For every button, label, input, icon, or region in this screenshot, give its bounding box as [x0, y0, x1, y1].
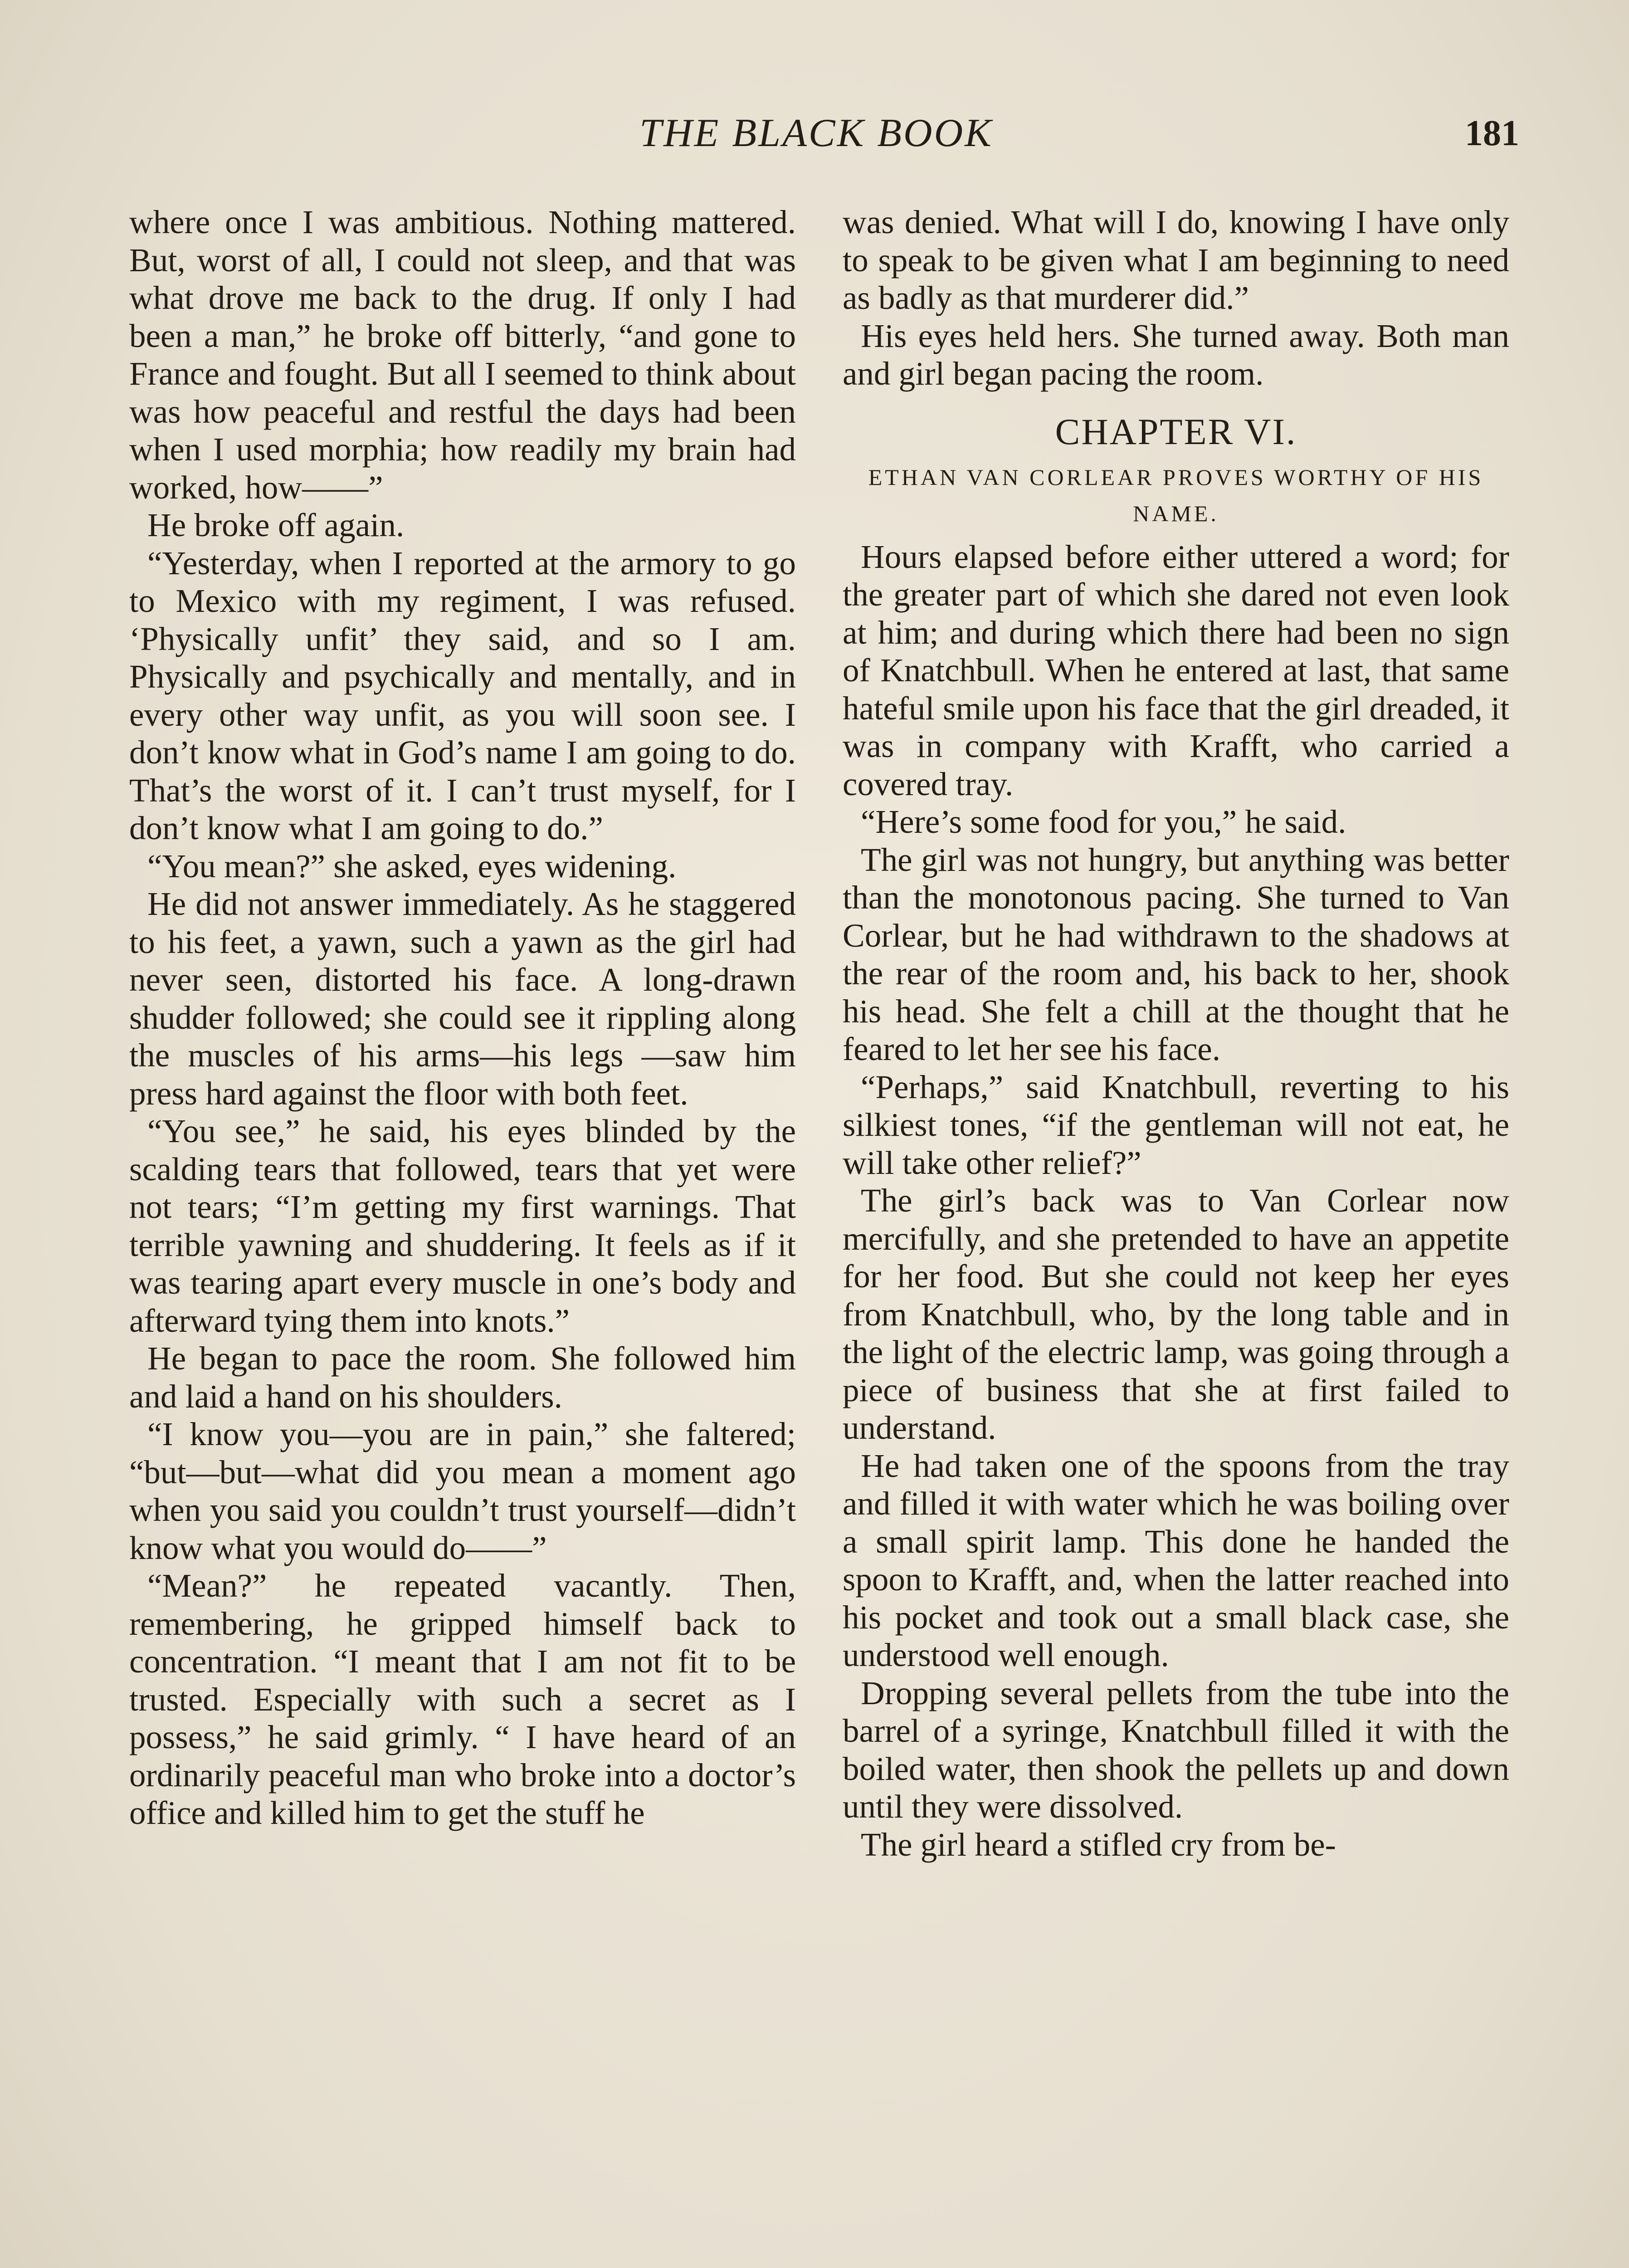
paragraph: Hours elapsed before either uttered a word; for the greater part of which she dared not even look at him; and during which there had been no sign of Knatchbull. When he entered at last, that same hateful smile upon his face that the girl dreaded, it was in company with Krafft, who carried a covered tray. [843, 538, 1509, 802]
paragraph: The girl’s back was to Van Corlear now mercifully, and she pretended to have an appetite for her food. But she could not keep her eyes from Knatchbull, who, by the long table and in the light of the electric lamp, was going through a piece of business that she at first failed to understand. [843, 1182, 1509, 1446]
paragraph: “Yesterday, when I reported at the armory to go to Mexico with my regiment, I was refused. ‘Physically unfit’ they said, and so I am. Physically and psychically and mentally, and in every other way unfit, as you will soon see. I don’t know what in God’s name I am going to do. That’s the worst of it. I can’t trust myself, for I don’t know what I am going to do.” [129, 544, 796, 846]
running-title: THE BLACK BOOK [639, 111, 993, 155]
paragraph: was denied. What will I do, knowing I have only to speak to be given what I am beginning to need as badly as that murderer did.” [843, 204, 1509, 316]
paragraph: where once I was ambitious. Nothing mattered. But, worst of all, I could not sleep, and that was what drove me back to the drug. If only I had been a man,” he broke off bitterly, “and gone to France and fought. But all I seemed to think about was how peaceful and restful the days had been when I used morphia; how readily my brain had worked, how——” [129, 204, 796, 506]
left-text-column [129, 203, 796, 1832]
chapter-title: CHAPTER VI. [1055, 411, 1297, 452]
paragraph: The girl heard a stifled cry from be- [861, 1826, 1336, 1863]
paragraph: He had taken one of the spoons from the tray and filled it with water which he was boiling over a small spirit lamp. This done he handed the spoon to Krafft, and, when the latter reached into his pocket and took out a small black case, she understood well enough. [843, 1447, 1509, 1673]
paragraph: He broke off again. [147, 507, 405, 543]
paragraph: His eyes held hers. She turned away. Both man and girl began pacing the room. [843, 317, 1509, 392]
chapter-subtitle: ETHAN VAN CORLEAR PROVES WORTHY OF HIS NAME. [868, 464, 1484, 526]
paragraph: “Here’s some food for you,” he said. [861, 803, 1346, 840]
paragraph: “Perhaps,” said Knatchbull, reverting to his silkiest tones, “if the gentleman will not eat, he will take other relief?” [843, 1068, 1509, 1181]
paragraph: “You mean?” she asked, eyes widening. [147, 847, 677, 885]
paragraph: “Mean?” he repeated vacantly. Then, remembering, he gripped himself back to concentration. “I meant that I am not fit to be trusted. Especially with such a secret as I possess,” he said grimly. “ I have heard of an ordinarily peaceful man who broke into a doctor’s office and killed him to get the stuff he [129, 1567, 796, 1831]
paragraph: “I know you—you are in pain,” she faltered; “but—but—what did you mean a moment ago when you said you couldn’t trust yourself—didn’t know what you would do——” [129, 1416, 796, 1566]
page-number: 181 [1465, 113, 1519, 153]
paragraph: He began to pace the room. She followed him and laid a hand on his shoulders. [129, 1340, 796, 1415]
paragraph: He did not answer immediately. As he staggered to his feet, a yawn, such a yawn as the girl had never seen, distorted his face. A long-drawn shudder followed; she could see it rippling along the muscles of his arms—his legs —saw him press hard against the floor with both feet. [129, 885, 796, 1112]
paragraph: The girl was not hungry, but anything was better than the monotonous pacing. She turned to Van Corlear, but he had withdrawn to the shadows at the rear of the room and, his back to her, shook his head. She felt a chill at the thought that he feared to let her see his face. [843, 841, 1509, 1067]
paragraph: Dropping several pellets from the tube into the barrel of a syringe, Knatchbull filled it with the boiled water, then shook the pellets up and down until they were dissolved. [843, 1674, 1509, 1825]
right-text-column [843, 203, 1509, 1863]
paragraph: “You see,” he said, his eyes blinded by the scalding tears that followed, tears that yet were not tears; “I’m getting my first warnings. That terrible yawning and shuddering. It feels as if it was tearing apart every muscle in one’s body and afterward tying them into knots.” [129, 1113, 796, 1339]
